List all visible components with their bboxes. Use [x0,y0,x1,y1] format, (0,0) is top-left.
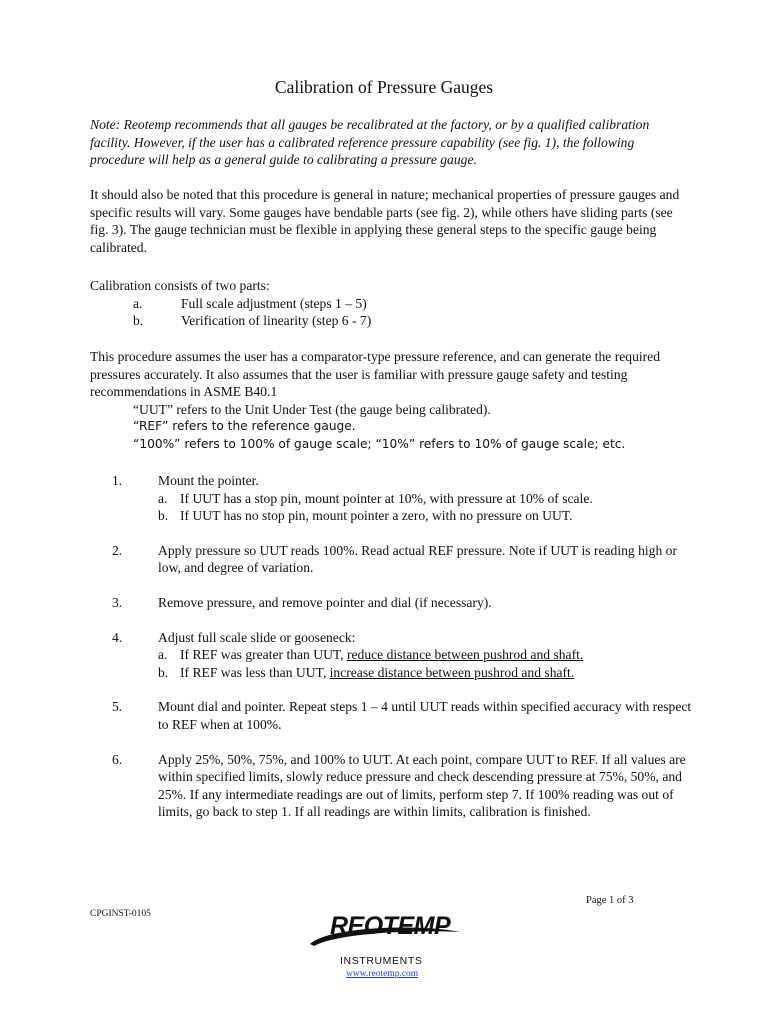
list-item: a. Full scale adjustment (steps 1 – 5) [133,295,367,311]
reotemp-logo [300,912,470,982]
step-subitem: a. If REF was greater than UUT, reduce distance between pushrod and shaft. [158,647,584,663]
steps-list [112,472,692,838]
step-item: 1. Mount the pointer. a. If UUT has a stop pin, mount pointer at 10%, with pressure at 10% of scale. b. If UUT has no stop pin, mount pointer a zero, with no pressure on UUT. [112,472,692,525]
definition-percent: “100%” refers to 100% of gauge scale; “10%” refers to 10% of gauge scale; etc. [133,436,626,451]
page-title: Calibration of Pressure Gauges [274,77,494,97]
step-item: 3. Remove pressure, and remove pointer and dial (if necessary). [112,594,492,610]
page-number: Page 1 of 3 [586,895,634,906]
step-subitem: a. If UUT has a stop pin, mount pointer at 10%, with pressure at 10% of scale. [158,490,593,506]
step-item: 5. Mount dial and pointer. Repeat steps 1 – 4 until UUT reads within specified accuracy with respect to REF when at 100%. [112,699,692,732]
step-item: 4. Adjust full scale slide or gooseneck: a. If REF was greater than UUT, reduce distance between pushrod and shaft. b. If REF was less than UUT, increase distance between pushrod and shaft. [112,629,692,682]
parts-intro: Calibration consists of two parts: [90,278,270,293]
step-subitem: b. If REF was less than UUT, increase distance between pushrod and shaft. [158,664,575,680]
definitions-list [90,401,690,454]
logo-subtitle: INSTRUMENTS [340,955,423,967]
parts-list [90,277,690,330]
definition-ref: “REF” refers to the reference gauge. [133,419,356,434]
intro-paragraph: It should also be noted that this procedure is general in nature; mechanical properties of pressure gauges and specific results will vary. Some gauges have bendable parts (see fig. 2), while others have sliding parts (see fig. 3). The gauge technician must be flexible in applying these general steps to the specific gauge being calibrated. [90,187,680,255]
step-item: 2. Apply pressure so UUT reads 100%. Read actual REF pressure. Note if UUT is reading high or low, and degree of variation. [112,542,677,576]
assumptions-paragraph: This procedure assumes the user has a comparator-type pressure reference, and can generate the required pressures accurately. It also assumes that the user is familiar with pressure gauge safety and testing recommendations in ASME B40.1 [90,349,661,400]
list-item: b. Verification of linearity (step 6 - 7) [133,313,372,329]
definition-uut: “UUT” refers to the Unit Under Test (the gauge being calibrated). [133,401,491,417]
logo-wordmark: REOTEMP [330,912,451,940]
step-item: 6. Apply 25%, 50%, 75%, and 100% to UUT. At each point, compare UUT to REF. If all values are within specified limits, slowly reduce pressure and check descending pressure at 75%, 50%, and 25%. If any intermediate readings are out of limits, perform step 7. If 100% reading was out of limits, go back to step 1. If all readings are within limits, calibration is finished. [112,751,686,820]
website-link[interactable]: www.reotemp.com [346,969,419,979]
note-paragraph: Note: Reotemp recommends that all gauges be recalibrated at the factory, or by a qualified calibration facility. However, if the user has a calibrated reference pressure capability (see fig. 1), the following procedure will help as a general guide to calibrating a pressure gauge. [90,117,650,168]
step-subitem: b. If UUT has no stop pin, mount pointer a zero, with no pressure on UUT. [158,508,573,524]
document-code: CPGINST-0105 [90,909,151,919]
